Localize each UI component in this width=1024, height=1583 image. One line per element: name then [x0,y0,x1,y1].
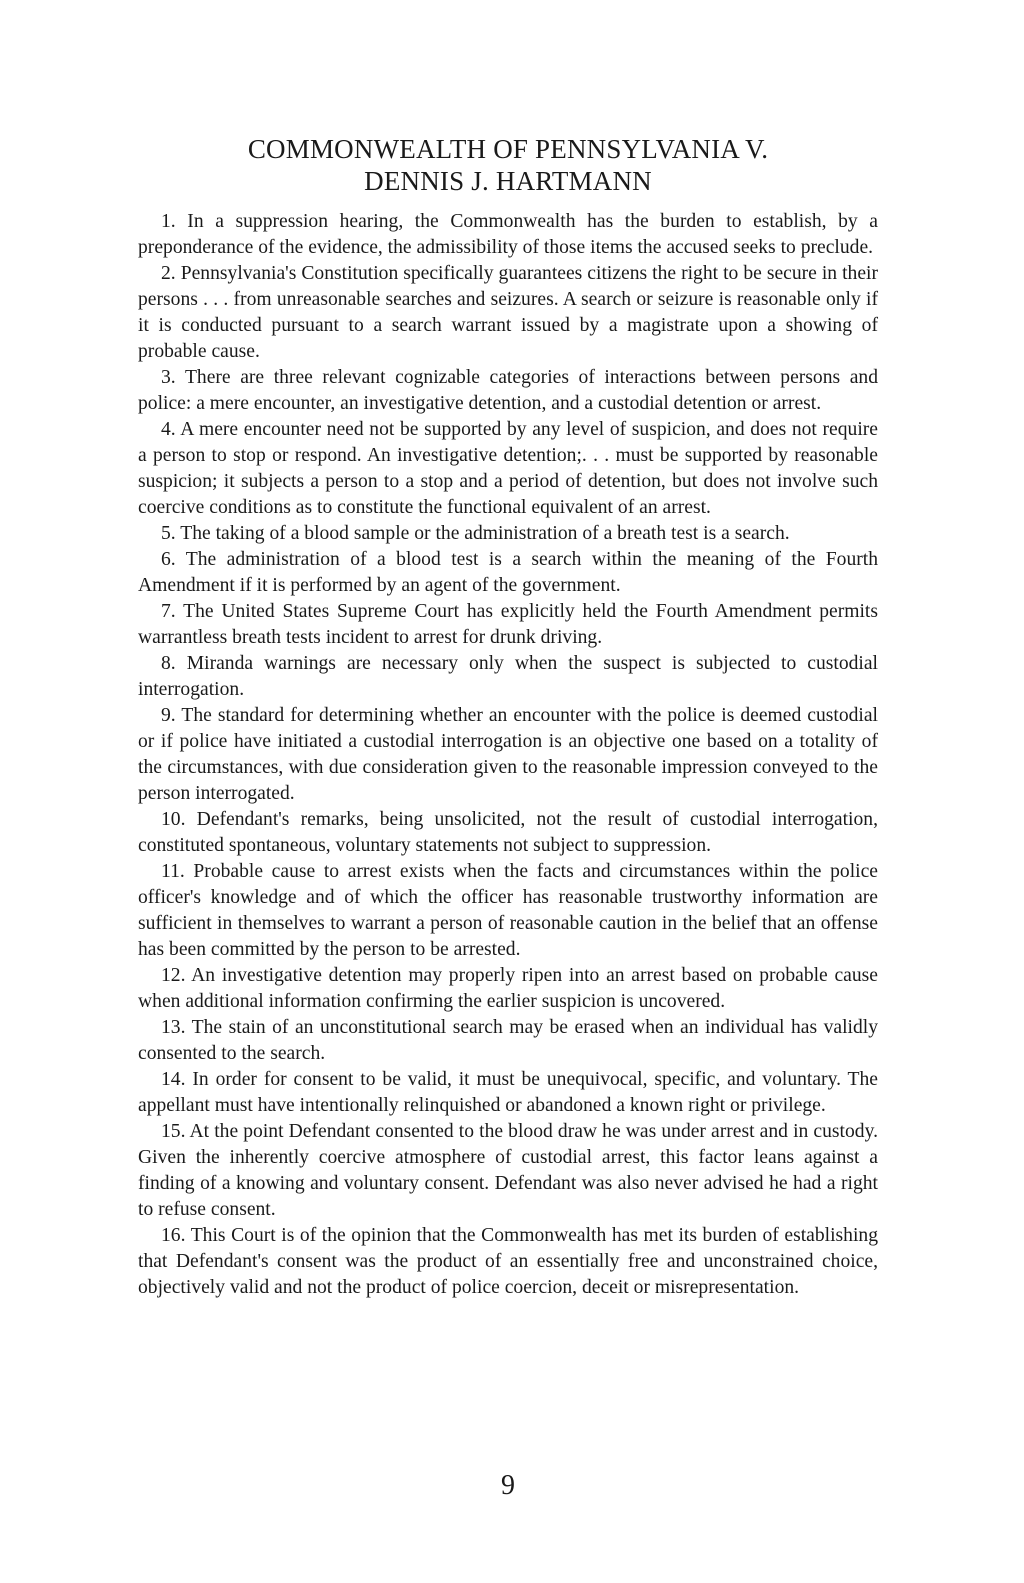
headnote-text: Miranda warnings are necessary only when the suspect is subjected to custodial interrogation. [138,653,878,700]
headnote-1 [138,209,878,261]
headnote-13 [138,1015,878,1067]
headnote-text: The stain of an unconstitutional search may be erased when an individual has validly consented to the search. [138,1017,878,1064]
page-number: 9 [501,1470,515,1501]
headnote-number: 13. [161,1017,186,1038]
case-title-line-2: DENNIS J. HARTMANN [364,166,652,196]
headnote-10 [138,807,878,859]
headnote-text: The administration of a blood test is a search within the meaning of the Fourth Amendment if it is performed by an agent of the government. [138,549,879,596]
headnote-number: 14. [161,1069,186,1090]
headnote-text: At the point Defendant consented to the blood draw he was under arrest and in custody. Given the inherently coercive atmosphere of custodial arrest, this factor leans against a finding of a knowing and voluntary consent. Defendant was also never advised he had a right to refuse consent. [138,1121,878,1220]
headnote-number: 6. [161,549,176,570]
headnote-number: 2. [161,263,176,284]
headnote-number: 12. [161,965,186,986]
headnote-5 [138,521,878,547]
headnote-11 [138,859,878,963]
headnote-9 [138,703,878,807]
headnote-3 [138,365,878,417]
headnote-number: 10. [161,809,186,830]
headnote-text: The taking of a blood sample or the administration of a breath test is a search. [180,523,790,544]
headnote-number: 4. [161,419,176,440]
headnote-text: Probable cause to arrest exists when the facts and circumstances within the police officer's knowledge and of which the officer has reasonable trustworthy information are sufficient in themselves to warrant a person of reasonable caution in the belief that an offense has been committed by the person to be arrested. [138,861,878,960]
headnote-text: There are three relevant cognizable categories of interactions between persons and police: a mere encounter, an investigative detention, and a custodial detention or arrest. [138,367,879,414]
headnote-text: In a suppression hearing, the Commonwealth has the burden to establish, by a preponderance of the evidence, the admissibility of those items the accused seeks to preclude. [138,211,879,258]
headnote-number: 3. [161,367,176,388]
headnote-text: Pennsylvania's Constitution specifically guarantees citizens the right to be secure in their persons . . . from unreasonable searches and seizures. A search or seizure is reasonable only if it is conducted pursuant to a search warrant issued by a magistrate upon a showing of probable cause. [138,263,878,362]
headnote-number: 15. [161,1121,186,1142]
headnote-text: The standard for determining whether an encounter with the police is deemed custodial or if police have initiated a custodial interrogation is an objective one based on a totality of the circumstances, with due consideration given to the reasonable impression conveyed to the person interrogated. [138,705,878,804]
headnote-number: 7. [161,601,176,622]
headnote-number: 8. [161,653,176,674]
headnote-number: 5. [161,523,176,544]
headnote-7 [138,599,878,651]
headnote-8 [138,651,878,703]
headnote-text: In order for consent to be valid, it must be unequivocal, specific, and voluntary. The appellant must have intentionally relinquished or abandoned a known right or privilege. [138,1069,878,1116]
headnote-text: An investigative detention may properly ripen into an arrest based on probable cause when additional information confirming the earlier suspicion is uncovered. [138,965,878,1012]
headnote-number: 1. [161,211,176,232]
headnote-12 [138,963,878,1015]
headnotes [138,209,878,1301]
headnote-6 [138,547,878,599]
headnote-15 [138,1119,878,1223]
headnote-4 [138,417,878,521]
headnote-text: A mere encounter need not be supported by any level of suspicion, and does not require a person to stop or respond. An investigative detention;. . . must be supported by reasonable suspicion; it subjects a person to a stop and a period of detention, but does not involve such coercive conditions as to constitute the functional equivalent of an arrest. [138,419,878,518]
headnote-text: Defendant's remarks, being unsolicited, not the result of custodial interrogation, constituted spontaneous, voluntary statements not subject to suppression. [138,809,878,856]
headnote-14 [138,1067,878,1119]
headnote-text: This Court is of the opinion that the Commonwealth has met its burden of establishing that Defendant's consent was the product of an essentially free and unconstrained choice, objectively valid and not the product of police coercion, deceit or misrepresentation. [138,1225,878,1298]
headnote-number: 9. [161,705,176,726]
case-title [138,133,878,197]
headnote-text: The United States Supreme Court has explicitly held the Fourth Amendment permits warrantless breath tests incident to arrest for drunk driving. [138,601,879,648]
headnote-number: 11. [161,861,185,882]
case-title-line-1: COMMONWEALTH OF PENNSYLVANIA V. [247,134,769,164]
headnote-number: 16. [161,1225,186,1246]
headnote-16 [138,1223,878,1301]
headnote-2 [138,261,878,365]
